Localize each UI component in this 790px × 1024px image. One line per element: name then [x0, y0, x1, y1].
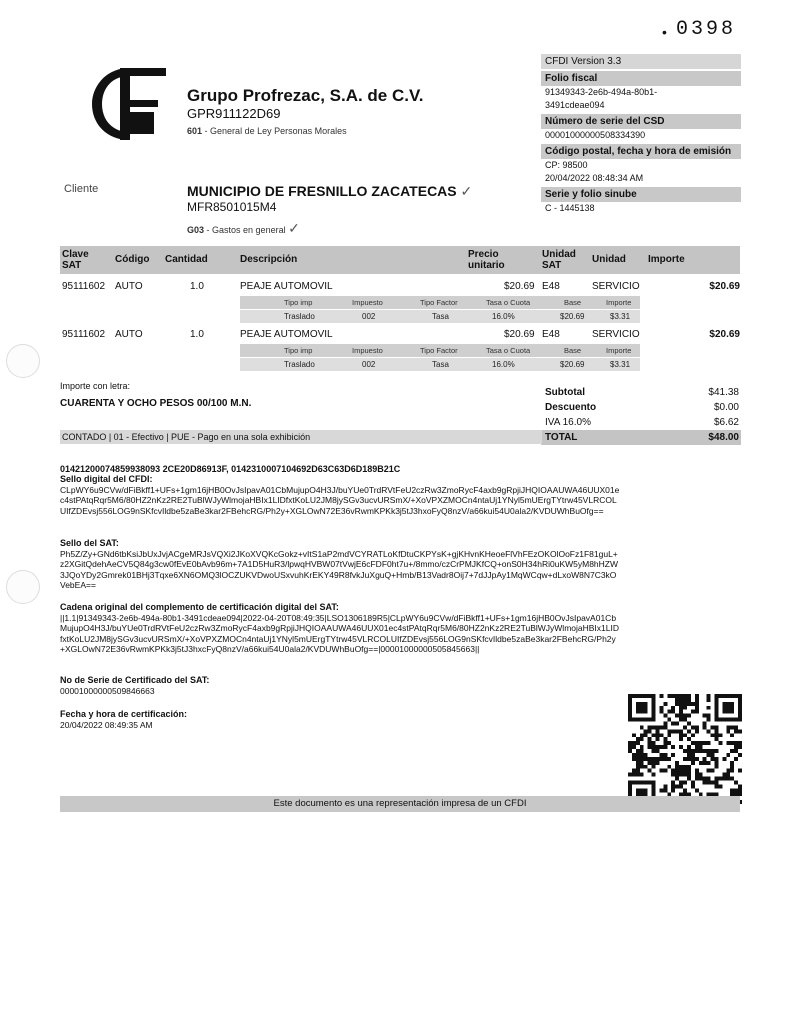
qr-code-icon	[628, 694, 742, 808]
item-codigo: AUTO	[115, 329, 143, 340]
totals-box	[541, 385, 741, 445]
punch-hole	[6, 344, 40, 378]
item-unidad-sat: E48	[542, 329, 560, 340]
table-row	[60, 278, 740, 296]
cfdi-info-box	[541, 52, 741, 215]
cert-serial-value: 00001000000509846663	[60, 685, 155, 696]
total-label: TOTAL	[545, 432, 578, 443]
total-row	[541, 430, 741, 445]
issuer-name: Grupo Profrezac, S.A. de C.V.	[187, 86, 424, 105]
iva-value: $6.62	[713, 417, 739, 428]
table-header	[60, 246, 740, 274]
client-rfc: MFR8501015M4	[187, 200, 277, 214]
tax-h-factor: Tipo Factor	[420, 346, 458, 355]
issuer-rfc: GPR911122D69	[187, 106, 281, 121]
use-code: G03	[187, 225, 205, 235]
page-number: 0398	[676, 18, 737, 41]
postal-label: Código postal, fecha y hora de emisión	[541, 144, 741, 159]
item-cantidad: 1.0	[190, 329, 204, 340]
header-sat: SAT	[62, 260, 82, 271]
tax-block	[60, 296, 740, 326]
item-unidad-sat: E48	[542, 281, 560, 292]
header-unitario: unitario	[468, 260, 505, 271]
cadena-block	[60, 602, 620, 655]
tax-impuesto: 002	[362, 360, 376, 369]
client-use	[187, 220, 300, 237]
tax-row	[240, 358, 640, 371]
regime-code: 601	[187, 126, 203, 136]
item-clave: 95111602	[62, 281, 106, 292]
tax-tipo: Traslado	[284, 312, 315, 321]
header-cantidad: Cantidad	[165, 254, 208, 265]
sello-cfdi-block	[60, 474, 620, 516]
item-cantidad: 1.0	[190, 281, 204, 292]
discount-row	[541, 400, 741, 415]
item-descripcion: PEAJE AUTOMOVIL	[240, 281, 333, 292]
amount-words: CUARENTA Y OCHO PESOS 00/100 M.N.	[60, 398, 252, 409]
item-unidad: SERVICIO	[592, 329, 640, 340]
iva-row	[541, 415, 741, 430]
fiscal-folio-label: Folio fiscal	[541, 71, 741, 86]
issue-datetime: 20/04/2022 08:48:34 AM	[545, 173, 644, 183]
sello-sat-title: Sello del SAT:	[60, 538, 119, 548]
header-unidad-sat-2: SAT	[542, 260, 562, 271]
company-logo	[86, 62, 172, 146]
tax-row	[240, 310, 640, 323]
postal-value: CP: 98500	[545, 160, 588, 170]
item-importe: $20.69	[709, 329, 740, 340]
cert-date-title: Fecha y hora de certificación:	[60, 709, 188, 719]
item-clave: 95111602	[62, 329, 106, 340]
tax-factor: Tasa	[432, 312, 449, 321]
issuer-regime	[187, 126, 347, 136]
tax-block	[60, 344, 740, 374]
use-desc: - Gastos en general	[206, 225, 286, 235]
subtotal-value: $41.38	[708, 387, 739, 398]
client-label: Cliente	[64, 183, 99, 195]
item-precio: $20.69	[504, 329, 535, 340]
tax-header	[240, 344, 640, 357]
header-clave: Clave	[62, 249, 89, 260]
tax-h-impuesto: Impuesto	[352, 346, 383, 355]
item-precio: $20.69	[504, 281, 535, 292]
sinube-value: C - 1445138	[545, 203, 595, 213]
items-table	[60, 246, 740, 374]
sello-cfdi-text: CLpWY6u9CVw/dFiBkff1+UFs+1gm16jHB0OvJsIpavA01CbMujupO4H3J/buYUe0TrdRVtFeU2czRw3ZmoRycF4axb9gRpjiJHQIOAAUWA46UUX01ec4stPAtqRqr5M6/80HZ2nKz2RE2TuBlWJyWlmojaHBIx1LIDfxtKoLU2JM8jySGv3ucvURSmX/+XoVPXZMOCn4ntaUj1YNyl5mUErgTYtrw45VLRCOLUIfZDEvsj556LOG9nSKfcvIldbe5zaBe3kar2FBehcRG/Ph2y+XGLOwN72E36vRwmKPKk3j5tJ3hxoFyQ8nzV/a66kui54U0ala2/KVDUWhBuOfg==	[60, 484, 620, 516]
fiscal-folio-value-2: 3491cdeae094	[545, 100, 605, 110]
tax-h-importe: Importe	[606, 346, 632, 355]
cadena-text: ||1.1|91349343-2e6b-494a-80b1-3491cdeae094|2022-04-20T08:49:35|LSO1306189R5|CLpWY6u9CVw/dFiBkff1+UFs+1gm16jHB0OvJsIpavA01CbMujupO4H3J/buYUe0TrdRVtFeU2czRw3ZmoRycF4axb9gRpjiJHQIOAAUWA46UUX01ec4stPAtqRqr5M6/80HZ2nKz2RE2TuBlWJyWlmojaHBIx1LIDfxtKoLU2JM8jySGv3ucvURSmX/+XoVPXZMOCn4ntaUj1YNyl5mUErgTYtrw45VLRCOLUIfZDEvsj556LOG9nSKfcvIldbe5zaBe3kar2FBehcRG/Ph2y+XGLOwN72E36vRwmKPKk3j5tJ3hxcFyQ8nzV/a66kui54U0ala2/KVDUWhBuOfg==|00001000000505845663||	[60, 612, 619, 654]
tax-h-tipo: Tipo imp	[284, 298, 313, 307]
item-unidad: SERVICIO	[592, 281, 640, 292]
tax-tasa: 16.0%	[492, 312, 515, 321]
cfdi-version: CFDI Version 3.3	[541, 54, 741, 69]
check-mark-icon: ✓	[460, 183, 473, 199]
tax-base: $20.69	[560, 360, 585, 369]
sello-sat-text: Ph5Z/Zy+GNd6tbKsiJbUxJvjACgeMRJsVQXi2JKoXVQKcGokz+vItS1aP2mdVCYRATLoKfDtuCKPYsK+gjKHvnKHeoeFlVhFEzOKOlOoFz1F81guL+z2XGitQdehAeCV5Q84g3cw0fEvE0bAvb96m+7A1D5HuR3/lpwqHVBW07tVwjE6cFDF0ht7u+/8mmo/czCrPMJKfCQ+onS0H34hRi0uKW5yM8hHZW3JQoYDy2Gmrek01BHj3Tqxe6XN6OMQ3lOCZUKVDwoUSxvuhKrEKY49R8fvkJuXguQ+Hmb/B13Vadr8Oij7+7dJJpAy1MqWCqw+dLxoW8N7C3kOVebEA==	[60, 548, 619, 590]
cert-date-block	[60, 709, 620, 730]
footer-note: Este documento es una representación impresa de un CFDI	[60, 796, 740, 812]
sello-sat-block	[60, 538, 620, 591]
client-name-block	[187, 183, 472, 200]
tax-importe: $3.31	[610, 360, 631, 369]
tax-h-base: Base	[564, 298, 582, 307]
header-descripcion: Descripción	[240, 254, 298, 265]
tax-header	[240, 296, 640, 309]
sello-cfdi-title: Sello digital del CFDI:	[60, 474, 153, 484]
page-dot: •	[662, 24, 667, 40]
tax-h-impuesto: Impuesto	[352, 298, 383, 307]
cert-serial-block	[60, 675, 620, 696]
amount-words-label: Importe con letra:	[60, 381, 131, 391]
total-value: $48.00	[708, 432, 739, 443]
subtotal-row	[541, 385, 741, 400]
tax-h-tasa: Tasa o Cuota	[486, 346, 531, 355]
table-row	[60, 326, 740, 344]
iva-label: IVA 16.0%	[545, 417, 591, 428]
client-name: MUNICIPIO DE FRESNILLO ZACATECAS	[187, 183, 457, 199]
payment-method: CONTADO | 01 - Efectivo | PUE - Pago en una sola exhibición	[60, 430, 542, 444]
tax-h-tipo: Tipo imp	[284, 346, 313, 355]
csd-label: Número de serie del CSD	[541, 114, 741, 129]
tax-base: $20.69	[560, 312, 585, 321]
item-importe: $20.69	[709, 281, 740, 292]
tax-importe: $3.31	[610, 312, 631, 321]
discount-label: Descuento	[545, 402, 597, 413]
header-precio: Precio	[468, 249, 499, 260]
cadena-title: Cadena original del complemento de certificación digital del SAT:	[60, 602, 339, 612]
header-importe: Importe	[648, 254, 685, 265]
tax-impuesto: 002	[362, 312, 376, 321]
discount-value: $0.00	[713, 402, 739, 413]
fiscal-folio-value-1: 91349343-2e6b-494a-80b1-	[545, 87, 658, 97]
item-codigo: AUTO	[115, 281, 143, 292]
header-codigo: Código	[115, 254, 150, 265]
header-unidad-sat: Unidad	[542, 249, 576, 260]
item-descripcion: PEAJE AUTOMOVIL	[240, 329, 333, 340]
sinube-label: Serie y folio sinube	[541, 187, 741, 202]
regime-desc: - General de Ley Personas Morales	[204, 126, 347, 136]
uuid-line: 01421200074859938093 2CE20D86913F, 0142310007104692D63C63D6D189B21C	[60, 464, 401, 474]
tax-tipo: Traslado	[284, 360, 315, 369]
tax-h-importe: Importe	[606, 298, 632, 307]
cert-date-value: 20/04/2022 08:49:35 AM	[60, 719, 153, 730]
tax-factor: Tasa	[432, 360, 449, 369]
header-unidad: Unidad	[592, 254, 626, 265]
csd-value: 00001000000508334390	[545, 130, 646, 140]
punch-hole	[6, 570, 40, 604]
tax-h-tasa: Tasa o Cuota	[486, 298, 531, 307]
cert-serial-title: No de Serie de Certificado del SAT:	[60, 675, 210, 685]
tax-tasa: 16.0%	[492, 360, 515, 369]
tax-h-factor: Tipo Factor	[420, 298, 458, 307]
check-mark-icon: ✓	[288, 220, 300, 236]
subtotal-label: Subtotal	[545, 387, 585, 398]
tax-h-base: Base	[564, 346, 582, 355]
